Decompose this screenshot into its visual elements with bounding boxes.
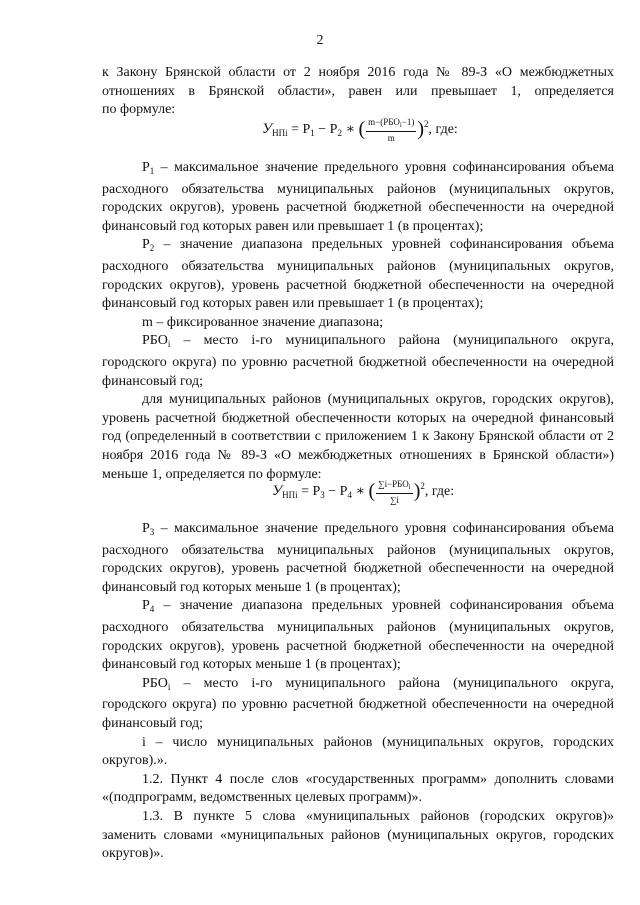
formula-2-p4-sub: 4: [347, 490, 352, 501]
formula-1-fraction: [366, 117, 416, 143]
formula-2-lhs-sub: НПi: [282, 490, 298, 501]
item-1-2: 1.2. Пункт 4 после слов «государственных программ» дополнить словами «(подпрограмм, ведомственных целевых программ)».: [102, 771, 614, 806]
formula-2-p3-sub: 3: [320, 490, 325, 501]
formula-2-eq: = Р: [297, 484, 321, 500]
def-symbol-sub: 4: [149, 604, 155, 615]
intro-line-2: отношениях в Брянской области», равен или превышает 1, определяется: [102, 83, 614, 99]
middle-paragraph: для муниципальных районов (муниципальных округов, городских округов), уровень расчетной бюджетной обеспеченности которых на очередной финансовый год (определенный в соответствии с приложением 1 к Закону Брянской области от 2 ноября 2016 года № 89-З «О межбюджетных отношениях в Брянской области») меньше 1, определяется по формуле:: [102, 392, 614, 482]
formula-1-minus: − Р: [314, 122, 338, 138]
intro-line-1: к Закону Брянской области от 2 ноября 2016 года № 89-З «О межбюджетных: [102, 65, 614, 80]
def-symbol: i: [142, 734, 146, 750]
def-text: – место i-го муниципального района (муниципального округа, городского округа) по уровню расчетной бюджетной обеспеченности на очередной финансовый год;: [102, 333, 614, 389]
def-symbol: Р: [142, 237, 150, 253]
formula-2-den: ∑i: [389, 495, 399, 505]
def-symbol: Р: [142, 160, 150, 175]
def-text: – место i-го муниципального района (муниципального округа, городского округа) по уровню расчетной бюджетной обеспеченности на очередной финансовый год;: [102, 675, 614, 731]
formula-1-eq: = Р: [287, 122, 311, 138]
formula-1-p2-sub: 2: [337, 128, 342, 139]
formula-1-num: m−(РБО: [368, 117, 400, 127]
definition-p4: [102, 597, 614, 674]
formula-1-p1-sub: 1: [310, 128, 315, 139]
item-1-3: 1.3. В пункте 5 слова «муниципальных районов (городских округов)» заменить словами «муниципальных районов (муниципальных округов, городских округов)».: [102, 808, 614, 862]
formula-2-power: 2: [420, 481, 425, 492]
def-text: – значение диапазона предельных уровней софинансирования объема расходного обязательства муниципальных районов (муниципальных округов, городских округов), уровень расчетной бюджетной обеспеченности на очередной финансовый год которых равен или превышает 1 (в процентах);: [102, 237, 614, 312]
definition-rbo: [102, 332, 614, 391]
def-symbol: РБО: [142, 333, 168, 349]
def-text: – число муниципальных районов (муниципальных округов, городских округов).».: [102, 734, 614, 769]
definitions-2: [102, 520, 614, 864]
formula-1: $У_{НПi} = Р_1 - Р_2$ ∗ ( $\frac{m-(РБО_i-1)}{m}$ )$^2$, где:: [262, 117, 458, 143]
def-symbol: Р: [142, 598, 150, 614]
formula-2-num-sub: i: [408, 483, 411, 491]
formula-1-den: m: [387, 133, 395, 143]
page-number: 2: [316, 33, 324, 48]
def-symbol-sub: i: [167, 681, 171, 692]
def-symbol: Р: [142, 521, 150, 536]
formula-1-mul: ∗: [341, 122, 359, 138]
formula-2-minus: − Р: [324, 484, 348, 500]
formula-2-mul: ∗: [351, 484, 369, 500]
formula-1-lhs: У: [262, 121, 273, 138]
definition-m: [102, 314, 614, 333]
intro-line-3: по формуле:: [102, 102, 176, 118]
def-text: – максимальное значение предельного уровня софинансирования объема расходного обязательства муниципальных районов (муниципальных округов, городских округов), уровень расчетной бюджетной обеспеченности на очередной финансовый год которых равен или превышает 1 (в процентах);: [102, 160, 614, 234]
definitions-1: [102, 159, 614, 484]
formula-2-num: ∑i−РБО: [378, 479, 409, 489]
def-symbol-sub: 3: [149, 527, 155, 537]
definition-p1: [102, 159, 614, 236]
formula-1-tail: , где:: [428, 122, 458, 138]
formula-2-fraction: [376, 479, 413, 505]
def-symbol: m: [142, 314, 153, 330]
def-text: – фиксированное значение диапазона;: [152, 314, 384, 330]
formula-2-lhs: У: [272, 483, 283, 500]
formula-2: $У_{НПi} = Р_3 - Р_4$ ∗ ( $\frac{\sum i-РБО_i}{\sum i}$ )$^2$, где:: [272, 479, 455, 505]
definition-p2: [102, 236, 614, 313]
formula-1-num-end: −1): [401, 117, 415, 127]
intro-paragraph: [102, 64, 614, 120]
formula-2-tail: , где:: [424, 484, 455, 500]
definition-p3: [102, 520, 614, 597]
def-text: – максимальное значение предельного уровня софинансирования объема расходного обязательства муниципальных районов (муниципальных округов, городских округов), уровень расчетной бюджетной обеспеченности на очередной финансовый год которых меньше 1 (в процентах);: [102, 521, 614, 595]
formula-1-power: 2: [424, 119, 429, 130]
definition-rbo-2: [102, 675, 614, 734]
formula-1-num-sub: i: [399, 121, 402, 129]
def-symbol-sub: 2: [149, 243, 155, 254]
formula-1-lhs-sub: НПi: [272, 128, 288, 139]
def-symbol-sub: 1: [149, 166, 155, 176]
definition-i: [102, 734, 614, 771]
def-symbol-sub: i: [167, 339, 171, 350]
def-symbol: РБО: [142, 675, 168, 691]
def-text: – значение диапазона предельных уровней софинансирования объема расходного обязательства муниципальных районов (муниципальных округов, городских округов), уровень расчетной бюджетной обеспеченности на очередной финансовый год которых меньше 1 (в процентах);: [102, 598, 614, 673]
